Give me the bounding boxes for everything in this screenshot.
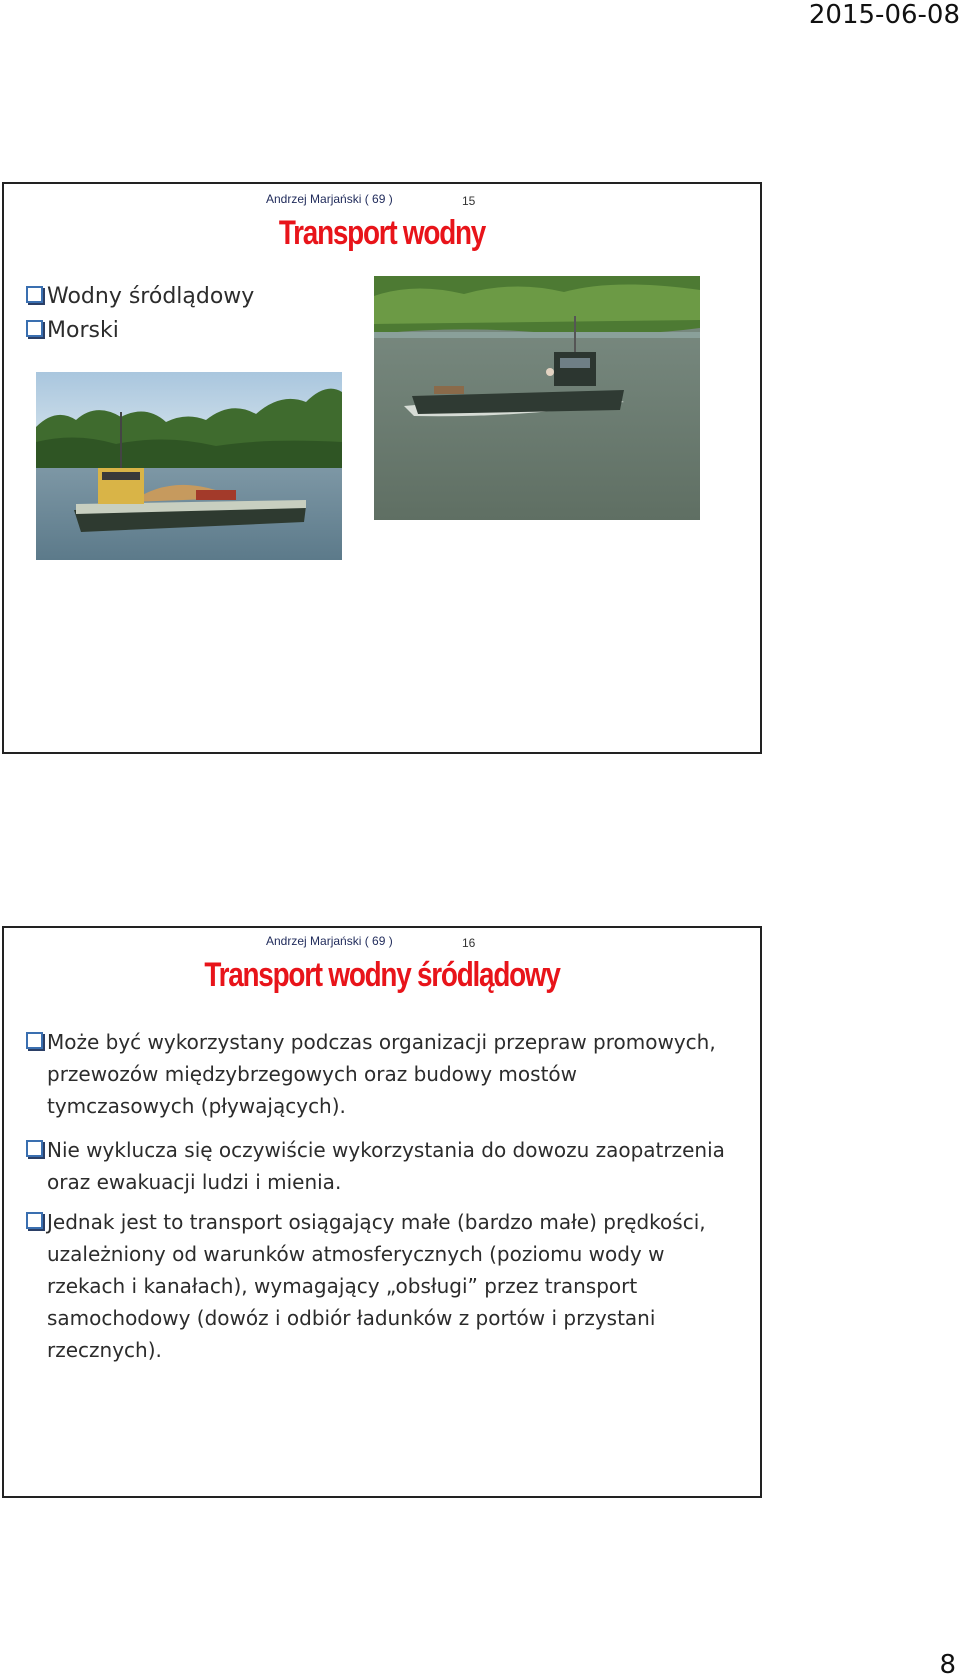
ferry-boat-photo (374, 276, 700, 520)
checkbox-bullet-icon (26, 286, 43, 303)
checkbox-bullet-icon (26, 1140, 43, 1157)
bullet-item (26, 1026, 726, 1122)
checkbox-bullet-icon (26, 320, 43, 337)
checkbox-bullet-icon (26, 1032, 43, 1049)
bullet-text: Nie wyklucza się oczywiście wykorzystania do dowozu zaopatrzenia oraz ewakuacji ludzi i mienia. (47, 1138, 725, 1194)
bullet-item (26, 314, 119, 348)
page-number: 8 (939, 1650, 956, 1680)
bullet-text: Jednak jest to transport osiągający małe (bardzo małe) prędkości, uzależniony od warunków atmosferycznych (poziomu wody w rzekach i kanałach), wymagający „obsługi” przez transport samochodowy (dowóz i odbiór ładunków z portów i przystani rzecznych). (47, 1210, 706, 1362)
bullet-text: Wodny śródlądowy (47, 284, 255, 309)
checkbox-bullet-icon (26, 1212, 43, 1229)
slide-16 (2, 926, 762, 1498)
bullet-item (26, 1206, 726, 1366)
slide-author: Andrzej Marjański ( 69 ) (266, 934, 393, 948)
bullet-item (26, 280, 254, 314)
document-date: 2015-06-08 (808, 0, 960, 30)
slide-title: Transport wodny śródlądowy (204, 956, 560, 994)
bullet-text: Może być wykorzystany podczas organizacji przepraw promowych, przewozów międzybrzegowych oraz budowy mostów tymczasowych (pływających). (47, 1030, 716, 1118)
barge-photo (36, 372, 342, 560)
bullet-item (26, 1134, 726, 1198)
bullet-text: Morski (47, 318, 119, 343)
slide-title: Transport wodny (278, 214, 486, 252)
slide-number: 16 (462, 936, 476, 950)
slide-15 (2, 182, 762, 754)
slide-author: Andrzej Marjański ( 69 ) (266, 192, 393, 206)
slide-number: 15 (462, 194, 476, 208)
